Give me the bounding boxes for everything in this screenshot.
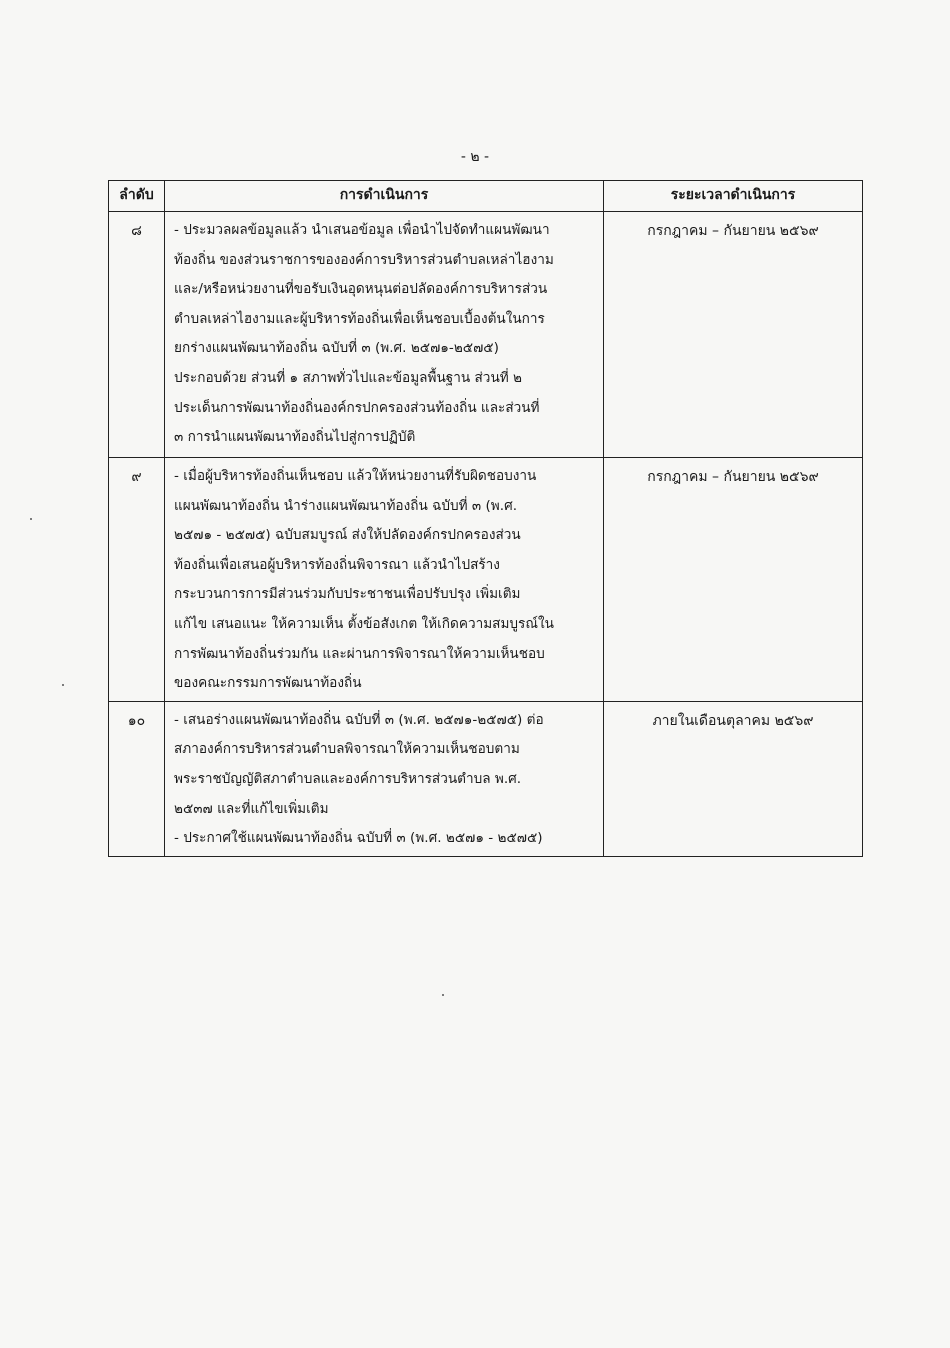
- row-number: ๑๐: [109, 701, 165, 856]
- header-period: ระยะเวลาดำเนินการ: [604, 181, 863, 212]
- row-description: [165, 458, 604, 702]
- description-line: ๓ การนำแผนพัฒนาท้องถิ่นไปสู่การปฏิบัติ: [174, 429, 416, 446]
- description-line: การพัฒนาท้องถิ่นร่วมกัน และผ่านการพิจารณาให้ความเห็นชอบ: [174, 645, 545, 662]
- description-line: กระบวนการการมีส่วนร่วมกับประชาชนเพื่อปรับปรุง เพิ่มเติม: [174, 586, 521, 603]
- operation-schedule-table: [108, 180, 863, 857]
- row-number: ๘: [109, 212, 165, 458]
- table-row: [109, 701, 863, 856]
- description-line: - ประกาศใช้แผนพัฒนาท้องถิ่น ฉบับที่ ๓ (พ.ศ. ๒๕๗๑ - ๒๕๗๕): [174, 830, 543, 847]
- scan-speck: [30, 518, 32, 520]
- description-line: ของคณะกรรมการพัฒนาท้องถิ่น: [174, 675, 362, 692]
- table-row: [109, 458, 863, 702]
- description-line: และ/หรือหน่วยงานที่ขอรับเงินอุดหนุนต่อปลัดองค์การบริหารส่วน: [174, 281, 548, 298]
- page-number: - ๒ -: [460, 149, 490, 165]
- scan-speck: [62, 684, 64, 686]
- description-line: สภาองค์การบริหารส่วนตำบลพิจารณาให้ความเห็นชอบตาม: [174, 741, 520, 758]
- row-number: ๙: [109, 458, 165, 702]
- row-period: ภายในเดือนตุลาคม ๒๕๖๙: [604, 701, 863, 856]
- description-line: ประเด็นการพัฒนาท้องถิ่นองค์กรปกครองส่วนท้องถิ่น และส่วนที่: [174, 399, 540, 416]
- description-line: ท้องถิ่น ของส่วนราชการขององค์การบริหารส่วนตำบลเหล่าไฮงาม: [174, 251, 554, 268]
- scan-speck: [442, 994, 444, 996]
- description-line: - ประมวลผลข้อมูลแล้ว นำเสนอข้อมูล เพื่อนำไปจัดทำแผนพัฒนา: [174, 222, 550, 238]
- header-operation: การดำเนินการ: [165, 181, 604, 212]
- table-header-row: [109, 181, 863, 212]
- description-line: แผนพัฒนาท้องถิ่น นำร่างแผนพัฒนาท้องถิ่น ฉบับที่ ๓ (พ.ศ.: [174, 497, 518, 514]
- row-period: กรกฎาคม – กันยายน ๒๕๖๙: [604, 212, 863, 458]
- description-line: ท้องถิ่นเพื่อเสนอผู้บริหารท้องถิ่นพิจารณา แล้วนำไปสร้าง: [174, 556, 500, 573]
- description-line: ๒๕๓๗ และที่แก้ไขเพิ่มเติม: [174, 800, 329, 817]
- header-order: ลำดับ: [109, 181, 165, 212]
- description-line: ประกอบด้วย ส่วนที่ ๑ สภาพทั่วไปและข้อมูลพื้นฐาน ส่วนที่ ๒: [174, 369, 522, 386]
- description-line: ตำบลเหล่าไฮงามและผู้บริหารท้องถิ่นเพื่อเห็นชอบเบื้องต้นในการ: [174, 310, 545, 327]
- description-line: ยกร่างแผนพัฒนาท้องถิ่น ฉบับที่ ๓ (พ.ศ. ๒๕๗๑-๒๕๗๕): [174, 340, 499, 357]
- row-period: กรกฎาคม – กันยายน ๒๕๖๙: [604, 458, 863, 702]
- table-row: [109, 212, 863, 458]
- description-line: - เสนอร่างแผนพัฒนาท้องถิ่น ฉบับที่ ๓ (พ.ศ. ๒๕๗๑-๒๕๗๕) ต่อ: [174, 711, 544, 728]
- row-description: [165, 212, 604, 458]
- description-line: แก้ไข เสนอแนะ ให้ความเห็น ตั้งข้อสังเกต ให้เกิดความสมบูรณ์ใน: [174, 615, 554, 632]
- description-line: - เมื่อผู้บริหารท้องถิ่นเห็นชอบ แล้วให้หน่วยงานที่รับผิดชอบงาน: [174, 468, 537, 484]
- row-description: [165, 701, 604, 856]
- description-line: พระราชบัญญัติสภาตำบลและองค์การบริหารส่วนตำบล พ.ศ.: [174, 770, 522, 787]
- description-line: ๒๕๗๑ - ๒๕๗๕) ฉบับสมบูรณ์ ส่งให้ปลัดองค์กรปกครองส่วน: [174, 527, 521, 544]
